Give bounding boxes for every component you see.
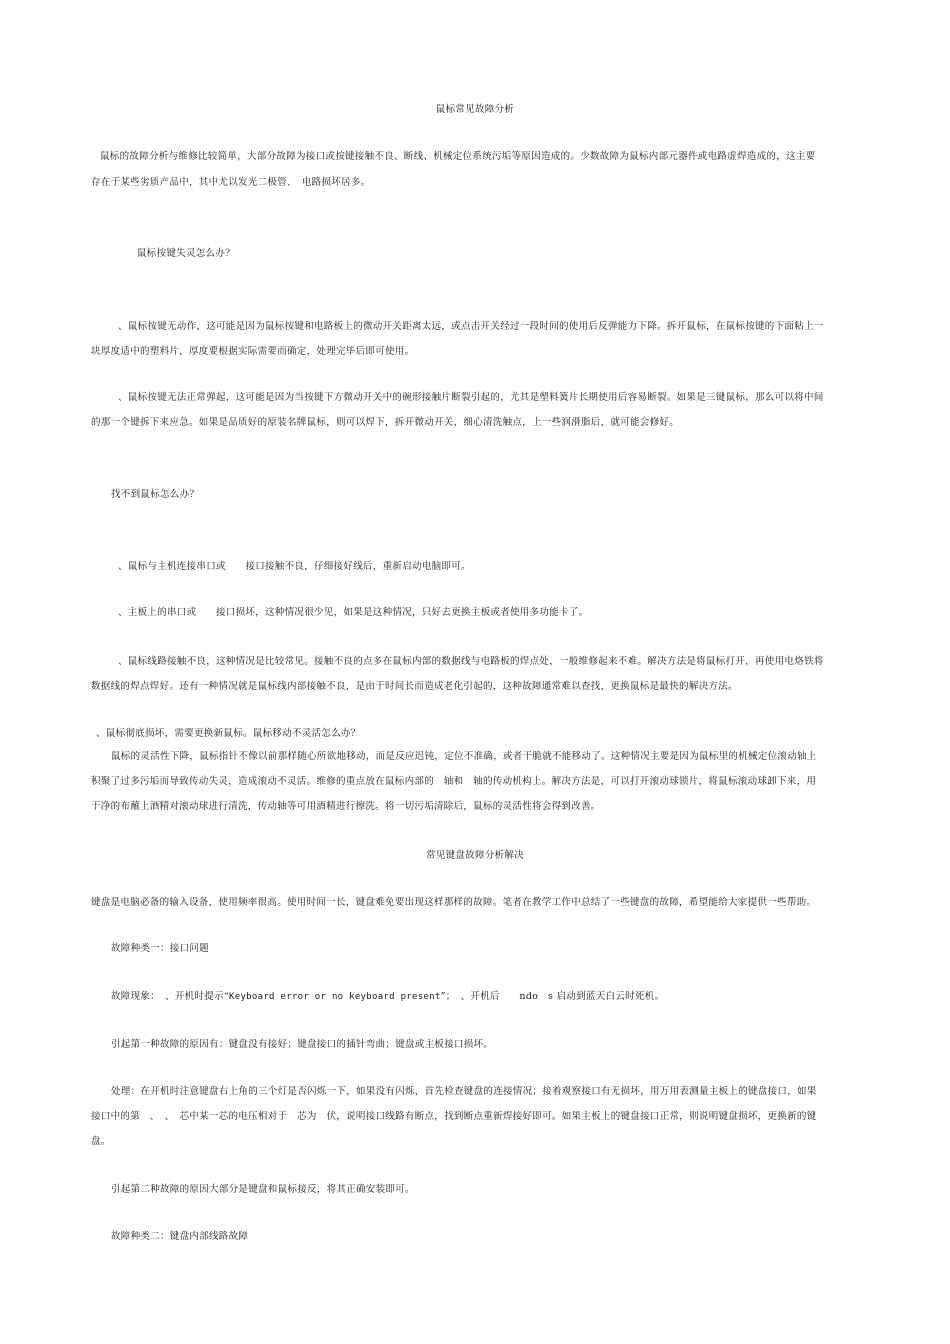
fault-symptom-prefix: 故障现象： 、开机时提示“ [111, 991, 230, 1002]
q2-paragraph-3-line-2: 数据线的焊点焊好。还有一种情况就是鼠标线内部接触不良，是由于时间长而造成老化引起的，这种故障通常难以查找，更换鼠标是最快的解决方法。 [91, 681, 738, 692]
q3-paragraph-line-1: 鼠标的灵活性下降，鼠标指针不像以前那样随心所欲地移动，而是反应迟钝，定位不准确，或者干脆就不能移动了。这种情况主要是因为鼠标里的机械定位滚动轴上 [111, 751, 817, 762]
fault-fix-line-3: 盘。 [91, 1136, 111, 1147]
question-buttons-fail: 鼠标按键失灵怎么办？ [137, 248, 236, 259]
keyboard-section-title: 常见键盘故障分析解决 [425, 850, 524, 861]
q2-paragraph-3-line-1: 、鼠标线路接触不良，这种情况是比较常见。接触不良的点多在鼠标内部的数据线与电路板的焊点处，一般维修起来不难。解决方法是将鼠标打开，再使用电烙铁将 [118, 656, 824, 667]
fault-symptom-error-code: Keyboard error or no keyboard present [229, 992, 441, 1002]
q1-paragraph-1-line-1: 、鼠标按键无动作，这可能是因为鼠标按键和电路板上的微动开关距离太远，或点击开关经过一段时间的使用后反弹能力下降。拆开鼠标，在鼠标按键的下面粘上一 [118, 321, 824, 332]
mouse-intro-line-2: 存在于某些劣质产品中，其中尤以发光二极管、 电路损坏居多。 [91, 177, 371, 188]
question-mouse-not-found: 找不到鼠标怎么办？ [111, 489, 200, 500]
fault-cause-1: 引起第一种故障的原因有：键盘没有接好；键盘接口的插针弯曲；键盘或主板接口损坏。 [111, 1039, 494, 1050]
question-mouse-not-smooth: 、鼠标彻底损坏，需要更换新鼠标。鼠标移动不灵活怎么办？ [96, 728, 361, 739]
keyboard-intro: 键盘是电脑必备的输入设备，使用频率很高。使用时间一长，键盘难免要出现这样那样的故障。笔者在教学工作中总结了一些键盘的故障，希望能给大家提供一些帮助。 [91, 897, 817, 908]
q2-paragraph-1: 、鼠标与主机连接串口或 接口接触不良，仔细接好线后，重新启动电脑即可。 [118, 561, 471, 572]
fault-fix-line-2: 接口中的第 、 、 芯中某一芯的电压相对于 芯为 伏，说明接口线路有断点，找到断点重新焊接好即可。如果主板上的键盘接口正常，则说明键盘损坏，更换新的键 [91, 1111, 817, 1122]
q3-paragraph-line-2: 积聚了过多污垢而导致传动失灵，造成滚动不灵活。维修的重点放在鼠标内部的 轴和 轴的传动机构上。解决方法是，可以打开滚动球锁片，将鼠标滚动球卸下来，用 [91, 776, 817, 787]
q2-paragraph-2: 、主板上的串口或 接口损坏，这种情况很少见，如果是这种情况，只好去更换主板或者使用多功能卡了。 [118, 607, 589, 618]
q1-paragraph-2-line-2: 的那一个键拆下来应急。如果是品质好的原装名牌鼠标，则可以焊下，拆开微动开关，细心清洗触点，上一些润滑脂后，就可能会修好。 [91, 417, 680, 428]
fault-type-2-heading: 故障种类二：键盘内部线路故障 [111, 1231, 249, 1242]
fault-fix-line-1: 处理：在开机时注意键盘右上角的三个灯是否闪烁一下，如果没有闪烁，首先检查键盘的连接情况；接着观察接口有无损坏，用万用表测量主板上的键盘接口，如果 [111, 1086, 817, 1097]
q1-paragraph-2-line-1: 、鼠标按键无法正常弹起，这可能是因为当按键下方微动开关中的碗形接触片断裂引起的，尤其是塑料簧片长期使用后容易断裂。如果是三键鼠标，那么可以将中间 [118, 392, 824, 403]
mouse-section-title: 鼠标常见故障分析 [435, 104, 515, 115]
fault-symptom-line [111, 990, 664, 1004]
fault-cause-2: 引起第二种故障的原因大部分是键盘和鼠标接反，将其正确安装即可。 [111, 1184, 415, 1195]
fault-type-1-heading: 故障种类一：接口问题 [111, 943, 210, 954]
fault-symptom-suffix: ”； 、开机后 ndo s 启动到蓝天白云时死机。 [440, 991, 665, 1002]
q3-paragraph-line-3: 干净的布蘸上酒精对滚动球进行清洗，传动轴等可用酒精进行擦洗。将一切污垢清除后，鼠标的灵活性将会得到改善。 [91, 801, 601, 812]
q1-paragraph-1-line-2: 块厚度适中的塑料片，厚度要根据实际需要而确定，处理完毕后即可使用。 [91, 346, 415, 357]
mouse-intro-line-1: 鼠标的故障分析与维修比较简单，大部分故障为接口或按键接触不良、断线、机械定位系统污垢等原因造成的。少数故障为鼠标内部元器件或电路虚焊造成的，这主要 [100, 151, 816, 162]
